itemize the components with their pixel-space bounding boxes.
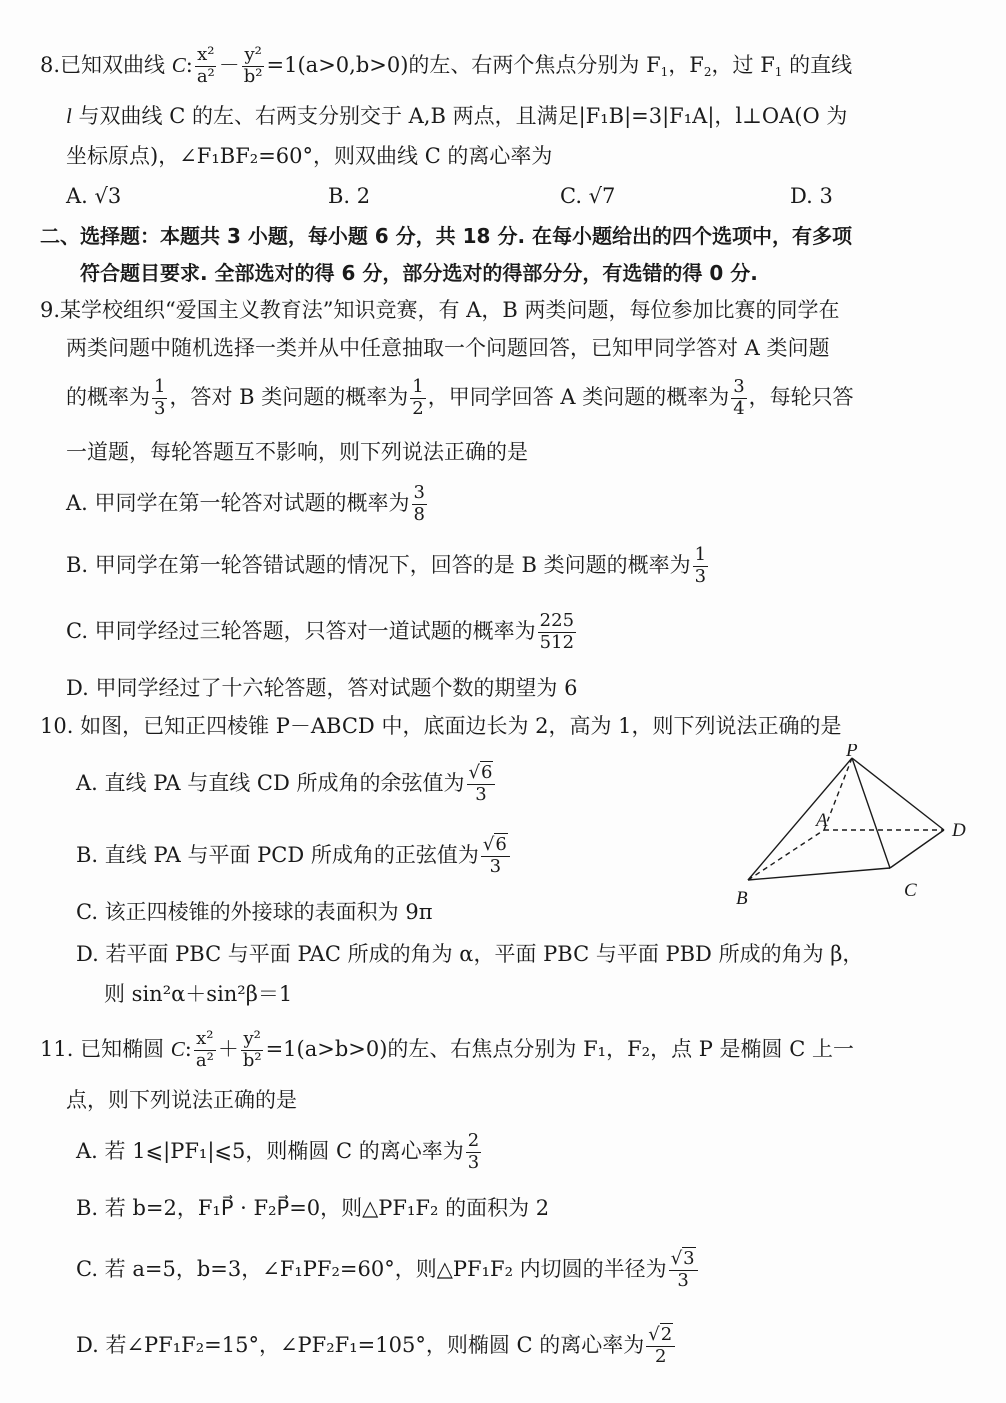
q9-line4: 一道题，每轮答题互不影响，则下列说法正确的是 (66, 440, 528, 464)
q8-line1: 8.已知双曲线 C: $\frac{\text{x²}}{\text{a²}}$ － $\frac{\text{y²}}{\text{b²}}$ =1(a>0,b>0)的左、右两个焦点分别为 $F_1$，$F_2$，过 $F_1$ 的直线 (40, 44, 853, 87)
label-a: A (816, 810, 828, 831)
q8-option-a: A. √3 (66, 184, 122, 208)
frac-1-2: $\frac{1}{2}$ (412, 376, 424, 419)
q10-option-d-line2: 则 sin²α＋sin²β＝1 (104, 982, 293, 1006)
q9-option-b: B. 甲同学在第一轮答错试题的情况下，回答的是 B 类问题的概率为 $\frac{1}{3}$ (66, 544, 707, 587)
q8-curve-name: C (171, 52, 186, 77)
section2-line1: 二、选择题：本题共 3 小题，每小题 6 分，共 18 分. 在每小题给出的四个选项中，有多项 (40, 224, 853, 248)
label-p: P (846, 744, 858, 761)
section2-line2: 符合题目要求. 全部选对的得 6 分，部分选对的得部分分，有选错的得 0 分. (80, 261, 758, 285)
q11-line1: 11. 已知椭圆 C: $\frac{\text{x²}}{\text{a²}}$ ＋ $\frac{\text{y²}}{\text{b²}}$ =1(a>b>0)的左、右焦点分别为 F₁，F₂，点 P 是椭圆 C 上一 (40, 1028, 854, 1071)
q9-option-d: D. 甲同学经过了十六轮答题，答对试题个数的期望为 6 (66, 676, 578, 700)
label-b: B (736, 888, 748, 909)
label-d: D (952, 820, 966, 841)
frac-3-4: $\frac{3}{4}$ (733, 376, 745, 419)
q11-option-c: C. 若 a=5，b=3，∠F₁PF₂=60°，则△PF₁F₂ 内切圆的半径为 $\frac{√3}{3}$ (76, 1250, 700, 1291)
q11-option-a: A. 若 1⩽|PF₁|⩽5，则椭圆 C 的离心率为 $\frac{2}{3}$ (76, 1130, 480, 1173)
q8-line3: 坐标原点)，∠F₁BF₂=60°，则双曲线 C 的离心率为 (66, 144, 553, 168)
q9-option-a: A. 甲同学在第一轮答对试题的概率为 $\frac{3}{8}$ (66, 482, 425, 525)
q8-frac-y: $\frac{\text{y²}}{\text{b²}}$ (243, 44, 263, 87)
q8-option-d: D. 3 (790, 184, 833, 208)
q8-option-c: C. √7 (560, 184, 616, 208)
q11-line2: 点，则下列说法正确的是 (66, 1088, 297, 1112)
q10-option-c: C. 该正四棱锥的外接球的表面积为 9π (76, 900, 433, 924)
q9-line1: 9.某学校组织“爱国主义教育法”知识竞赛，有 A，B 两类问题，每位参加比赛的同学在 (40, 298, 840, 322)
label-c: C (904, 880, 917, 901)
q10-option-d-line1: D. 若平面 PBC 与平面 PAC 所成的角为 α，平面 PBC 与平面 PBD 所成的角为 β， (76, 942, 864, 966)
q10-option-a: A. 直线 PA 与直线 CD 所成角的余弦值为 $\frac{√6}{3}$ (76, 764, 497, 805)
q8-eq-rhs: =1(a>0,b>0)的左、右两个焦点分别为 F (266, 52, 661, 77)
q9-option-c: C. 甲同学经过三轮答题，只答对一道试题的概率为 $\frac{225}{512}$ (66, 610, 575, 653)
q9-line3: 的概率为 $\frac{1}{3}$ ，答对 B 类问题的概率为 $\frac{1}{2}$ ，甲同学回答 A 类问题的概率为 $\frac{3}{4}$ ，每轮只答 (66, 376, 854, 419)
q11-option-d: D. 若∠PF₁F₂=15°，∠PF₂F₁=105°，则椭圆 C 的离心率为 $\frac{√2}{2}$ (76, 1326, 677, 1367)
q8-prefix: 8.已知双曲线 (40, 52, 166, 77)
pyramid-figure (728, 744, 978, 914)
q8-line2: l 与双曲线 C 的左、右两支分别交于 A,B 两点，且满足|F₁B|=3|F₁A|，l⊥OA(O 为 (66, 104, 848, 128)
q9-line2: 两类问题中随机选择一类并从中任意抽取一个问题回答，已知甲同学答对 A 类问题 (66, 336, 830, 360)
q10-option-b: B. 直线 PA 与平面 PCD 所成角的正弦值为 $\frac{√6}{3}$ (76, 836, 512, 877)
frac-1-3: $\frac{1}{3}$ (154, 376, 166, 419)
q11-option-b: B. 若 b=2，F₁P⃗ · F₂P⃗=0，则△PF₁F₂ 的面积为 2 (76, 1196, 550, 1220)
q10-line1: 10. 如图，已知正四棱锥 P－ABCD 中，底面边长为 2，高为 1，则下列说法正确的是 (40, 714, 842, 738)
q8-frac-x: $\frac{\text{x²}}{\text{a²}}$ (196, 44, 215, 87)
q8-option-b: B. 2 (328, 184, 371, 208)
